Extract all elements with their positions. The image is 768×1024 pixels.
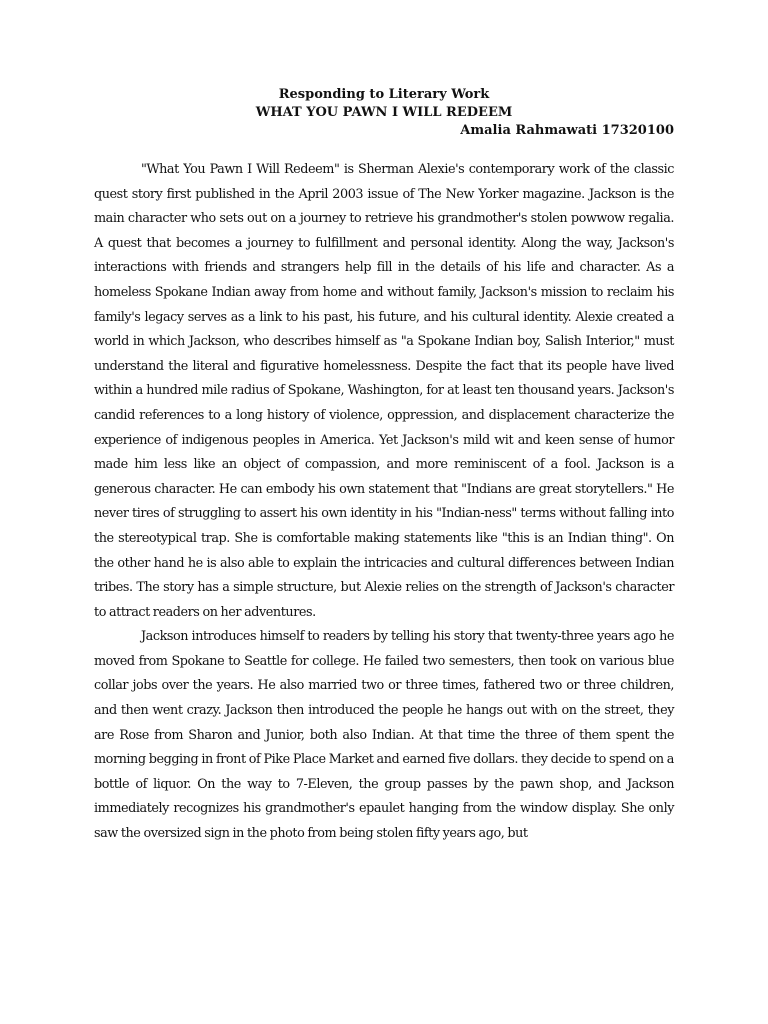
paragraph-1: "What You Pawn I Will Redeem" is Sherman Alexie's contemporary work of the classic quest story first published in the April 2003 issue of The New Yorker magazine. Jackson is the main character who sets out on a journey to retrieve his grandmother's stolen powwow regalia. A quest that becomes a journey to fulfillment and personal identity. Along the way, Jackson's interactions with friends and strangers help fill in the details of his life and character. As a homeless Spokane Indian away from home and without family, Jackson's mission to reclaim his family's legacy serves as a link to his past, his future, and his cultural identity. Alexie created a world in which Jackson, who describes himself as "a Spokane Indian boy, Salish Interior," must understand the literal and figurative homelessness. Despite the fact that its people have lived within a hundred mile radius of Spokane, Washington, for at least ten thousand years. Jackson's candid references to a long history of violence, oppression, and displacement characterize the experience of indigenous peoples in America. Yet Jackson's mild wit and keen sense of humor made him less like an object of compassion, and more reminiscent of a fool. Jackson is a generous character. He can embody his own statement that "Indians are great storytellers." He never tires of struggling to assert his own identity in his "Indian-ness" terms without falling into the stereotypical trap. She is comfortable making statements like "this is an Indian thing". On the other hand he is also able to explain the intricacies and cultural differences between Indian tribes. The story has a simple structure, but Alexie relies on the strength of Jackson's character to attract readers on her adventures. — [94, 162, 674, 620]
story-title: WHAT YOU PAWN I WILL REDEEM — [255, 105, 513, 120]
assignment-heading: Responding to Literary Work — [278, 87, 490, 102]
paragraph-2: Jackson introduces himself to readers by telling his story that twenty-three years ago he moved from Spokane to Seattle for college. He failed two semesters, then took on various blue collar jobs over the years. He also married two or three times, fathered two or three children, and then went crazy. Jackson then introduced the people he hangs out with on the street, they are Rose from Sharon and Junior, both also Indian. At that time the three of them spent the morning begging in front of Pike Place Market and earned five dollars. they decide to spend on a bottle of liquor. On the way to 7-Eleven, the group passes by the pawn shop, and Jackson immediately recognizes his grandmother's epaulet hanging from the window display. She only saw the oversized sign in the photo from being stolen fifty years ago, but — [94, 629, 674, 842]
essay-body — [94, 158, 674, 847]
author-line: Amalia Rahmawati 17320100 — [460, 123, 674, 138]
document-page — [94, 86, 674, 847]
